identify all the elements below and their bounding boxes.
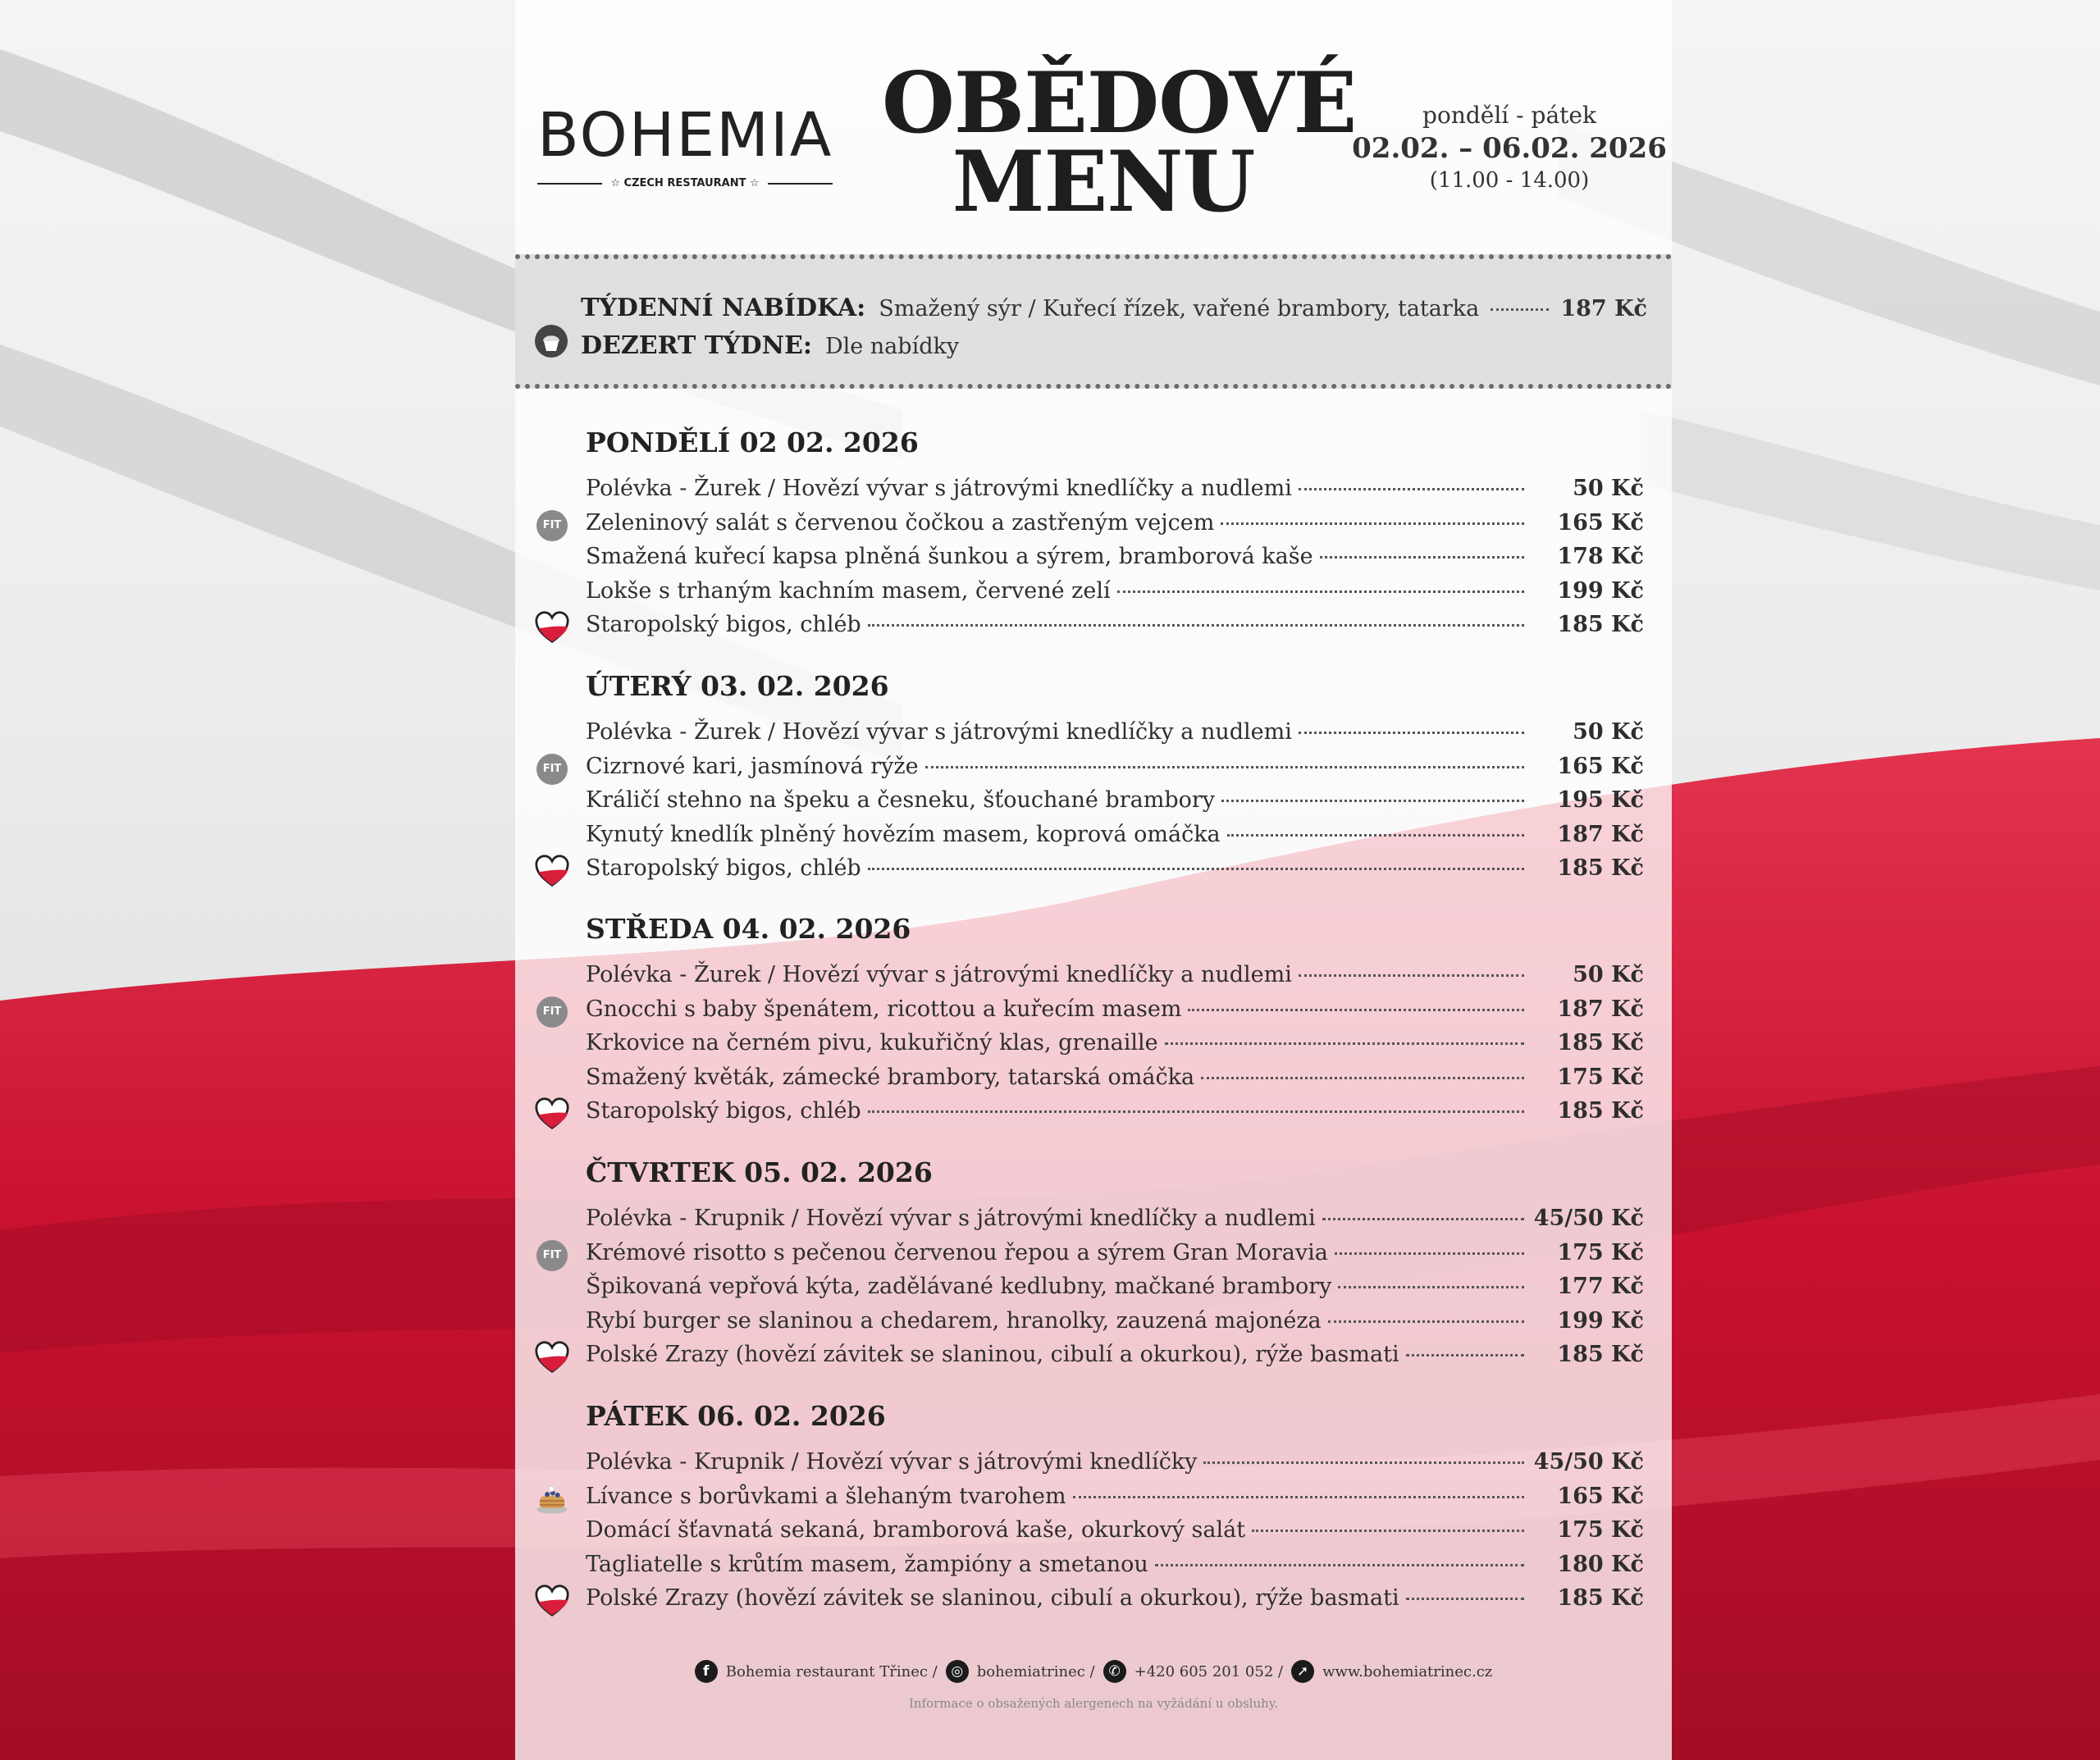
menu-item — [586, 1030, 1644, 1063]
fit-badge-label: FIT — [536, 996, 568, 1028]
dot-leader — [1221, 800, 1524, 802]
day-title: ČTVRTEK 05. 02. 2026 — [586, 1156, 933, 1188]
item-price: 185 Kč — [1557, 1585, 1644, 1611]
dot-leader — [1252, 1530, 1524, 1532]
dot-leader — [1322, 1218, 1524, 1220]
weekly-offer-text: Smažený sýr / Kuřecí řízek, vařené brambory, tatarka — [879, 296, 1480, 321]
phone-icon: ✆ — [1103, 1660, 1126, 1683]
dot-leader — [1165, 1042, 1524, 1045]
day-title: PÁTEK 06. 02. 2026 — [586, 1400, 886, 1432]
item-price: 180 Kč — [1557, 1551, 1644, 1577]
menu-title — [882, 54, 1357, 231]
item-price: 185 Kč — [1557, 1030, 1644, 1056]
heart-icon — [535, 1584, 569, 1618]
item-name: Polské Zrazy (hovězí závitek se slaninou, cibulí a okurkou), rýže basmati — [586, 1585, 1399, 1611]
dot-leader — [1227, 834, 1524, 837]
fit-badge-label: FIT — [536, 510, 568, 541]
item-name: Smažená kuřecí kapsa plněná šunkou a sýrem, bramborová kaše — [586, 544, 1313, 569]
logo-rule-right — [768, 183, 833, 185]
item-price: 165 Kč — [1557, 509, 1644, 536]
fit-badge-label: FIT — [536, 754, 568, 785]
menu-item — [586, 1065, 1644, 1097]
facebook-icon: f — [695, 1660, 718, 1683]
fit-badge — [535, 995, 569, 1029]
item-price: 45/50 Kč — [1533, 1449, 1644, 1475]
cupcake-icon — [535, 325, 568, 358]
item-name: Staropolský bigos, chléb — [586, 855, 861, 881]
item-name: Krkovice na černém pivu, kukuřičný klas, grenaille — [586, 1030, 1158, 1056]
item-price: 175 Kč — [1557, 1517, 1644, 1543]
instagram-link[interactable]: bohemiatrinec / — [976, 1662, 1095, 1680]
item-price: 195 Kč — [1557, 787, 1644, 813]
fit-badge — [535, 508, 569, 543]
item-price: 185 Kč — [1557, 612, 1644, 637]
days-range: pondělí - pátek — [1422, 102, 1596, 129]
item-price: 178 Kč — [1557, 544, 1644, 569]
item-name: Králičí stehno na špeku a česneku, šťouchané brambory — [586, 787, 1216, 813]
pancake-icon — [535, 1482, 569, 1516]
item-price: 50 Kč — [1573, 962, 1644, 987]
menu-item — [586, 510, 1644, 543]
dot-leader — [868, 1110, 1524, 1113]
item-name: Polévka - Žurek / Hovězí vývar s játrovými knedlíčky a nudlemi — [586, 962, 1292, 987]
dot-leader — [1203, 1461, 1524, 1464]
menu-item — [586, 612, 1644, 645]
validity-block — [1345, 102, 1673, 193]
item-name: Staropolský bigos, chléb — [586, 612, 861, 637]
item-name: Domácí šťavnatá sekaná, bramborová kaše, okurkový salát — [586, 1517, 1246, 1543]
dot-leader — [1335, 1252, 1524, 1255]
item-price: 187 Kč — [1557, 821, 1644, 847]
menu-item — [586, 1206, 1644, 1238]
weekly-offer-price: 187 Kč — [1560, 296, 1647, 321]
bohemia-logo — [537, 100, 833, 189]
title-line-1: OBĚDOVÉ — [882, 54, 1357, 153]
heart-icon — [535, 1097, 569, 1131]
item-price: 185 Kč — [1557, 1098, 1644, 1124]
item-name: Smažený květák, zámecké brambory, tatarská omáčka — [586, 1064, 1195, 1090]
dot-leader — [1155, 1564, 1524, 1566]
dessert-text: Dle nabídky — [824, 334, 960, 359]
dessert-row — [581, 331, 1647, 360]
menu-item — [586, 1098, 1644, 1131]
instagram-icon: ◎ — [946, 1660, 969, 1683]
menu-item — [586, 1552, 1644, 1584]
dot-leader — [1299, 488, 1524, 490]
weekly-offer-band — [515, 254, 1672, 389]
item-name: Kynutý knedlík plněný hovězím masem, koprová omáčka — [586, 821, 1221, 847]
menu-item — [586, 1517, 1644, 1550]
phone-link[interactable]: +420 605 201 052 / — [1134, 1662, 1284, 1680]
facebook-link[interactable]: Bohemia restaurant Třinec / — [725, 1662, 938, 1680]
menu-item — [586, 1240, 1644, 1273]
item-price: 175 Kč — [1557, 1239, 1644, 1265]
menu-item — [586, 1308, 1644, 1341]
item-name: Polévka - Krupnik / Hovězí vývar s játrovými knedlíčky — [586, 1449, 1198, 1475]
dot-leader — [1328, 1320, 1524, 1323]
footer — [515, 1660, 1672, 1711]
menu-item — [586, 1449, 1644, 1482]
item-price: 199 Kč — [1557, 1307, 1644, 1334]
item-price: 199 Kč — [1557, 577, 1644, 604]
item-price: 165 Kč — [1557, 1483, 1644, 1509]
menu-item — [586, 855, 1644, 888]
item-name: Polské Zrazy (hovězí závitek se slaninou, cibulí a okurkou), rýže basmati — [586, 1342, 1399, 1367]
logo-wordmark: BOHEMIA — [537, 100, 833, 171]
item-name: Tagliatelle s krůtím masem, žampióny a smetanou — [586, 1551, 1148, 1577]
logo-subtitle-row — [537, 177, 833, 189]
item-price: 50 Kč — [1573, 719, 1644, 745]
allergen-note: Informace o obsažených alergenech na vyžádání u obsluhy. — [908, 1696, 1279, 1711]
contact-row — [515, 1660, 1672, 1683]
menu-item — [586, 787, 1644, 820]
item-price: 187 Kč — [1557, 996, 1644, 1022]
item-price: 185 Kč — [1557, 1342, 1644, 1367]
item-name: Polévka - Krupnik / Hovězí vývar s játrovými knedlíčky a nudlemi — [586, 1206, 1316, 1231]
fit-badge-label: FIT — [536, 1240, 568, 1271]
item-name: Špikovaná vepřová kýta, zadělávané kedlubny, mačkané brambory — [586, 1274, 1332, 1299]
menu-item — [586, 1342, 1644, 1375]
heart-icon — [535, 610, 569, 645]
fit-badge — [535, 1238, 569, 1273]
cursor-icon: ➚ — [1291, 1660, 1314, 1683]
heart-icon — [535, 1340, 569, 1375]
menu-item — [586, 1585, 1644, 1618]
item-name: Rybí burger se slaninou a chedarem, hranolky, zauzená majonéza — [586, 1307, 1322, 1334]
web-link[interactable]: www.bohemiatrinec.cz — [1322, 1662, 1493, 1680]
menu-item — [586, 754, 1644, 787]
menu-item — [586, 544, 1644, 577]
item-name: Krémové risotto s pečenou červenou řepou a sýrem Gran Moravia — [586, 1239, 1328, 1265]
item-price: 185 Kč — [1557, 855, 1644, 881]
day-title: PONDĚLÍ 02 02. 2026 — [586, 426, 919, 458]
dot-leader — [1221, 522, 1524, 525]
dot-leader — [925, 766, 1524, 768]
dot-leader — [1299, 974, 1524, 977]
item-price: 175 Kč — [1557, 1064, 1644, 1090]
item-name: Staropolský bigos, chléb — [586, 1098, 861, 1124]
menu-item — [586, 822, 1644, 855]
dot-leader — [1491, 308, 1549, 311]
day-title: ÚTERÝ 03. 02. 2026 — [586, 670, 889, 702]
weekly-offer-label: TÝDENNÍ NABÍDKA: — [581, 294, 866, 322]
title-line-2: MENU — [952, 133, 1255, 231]
fit-badge — [535, 752, 569, 787]
item-name: Zeleninový salát s červenou čočkou a zastřeným vejcem — [586, 509, 1215, 536]
item-price: 177 Kč — [1557, 1274, 1644, 1299]
dot-leader — [1073, 1496, 1524, 1498]
item-price: 50 Kč — [1573, 476, 1644, 501]
dot-leader — [1406, 1354, 1524, 1356]
dot-leader — [868, 868, 1524, 870]
dot-leader — [1299, 732, 1524, 734]
dot-leader — [1117, 590, 1524, 593]
item-name: Lívance s borůvkami a šlehaným tvarohem — [586, 1483, 1066, 1509]
item-name: Polévka - Žurek / Hovězí vývar s játrovými knedlíčky a nudlemi — [586, 719, 1292, 745]
item-name: Cizrnové kari, jasmínová rýže — [586, 753, 919, 779]
dot-leader — [868, 624, 1524, 627]
menu-item — [586, 476, 1644, 508]
item-name: Gnocchi s baby špenátem, ricottou a kuřecím masem — [586, 996, 1182, 1022]
dot-leader — [1201, 1077, 1524, 1079]
dot-leader — [1320, 556, 1524, 559]
date-range: 02.02. – 06.02. 2026 — [1352, 132, 1667, 165]
dot-leader — [1338, 1286, 1524, 1288]
item-price: 165 Kč — [1557, 753, 1644, 779]
dessert-label: DEZERT TÝDNE: — [581, 331, 812, 360]
dot-leader — [1406, 1598, 1524, 1600]
menu-item — [586, 719, 1644, 752]
menu-item — [586, 996, 1644, 1029]
day-title: STŘEDA 04. 02. 2026 — [586, 913, 911, 945]
logo-rule-left — [537, 183, 602, 185]
menu-item — [586, 1274, 1644, 1306]
logo-subtitle: ☆ CZECH RESTAURANT ☆ — [610, 177, 760, 189]
heart-icon — [535, 854, 569, 888]
dot-leader — [1188, 1009, 1524, 1011]
menu-item — [586, 1484, 1644, 1516]
weekly-offer-row — [581, 294, 1647, 322]
item-name: Polévka - Žurek / Hovězí vývar s játrovými knedlíčky a nudlemi — [586, 476, 1292, 501]
item-price: 45/50 Kč — [1533, 1206, 1644, 1231]
menu-item — [586, 962, 1644, 995]
serving-hours: (11.00 - 14.00) — [1429, 168, 1590, 193]
menu-item — [586, 578, 1644, 611]
item-name: Lokše s trhaným kachním masem, červené zelí — [586, 577, 1111, 604]
